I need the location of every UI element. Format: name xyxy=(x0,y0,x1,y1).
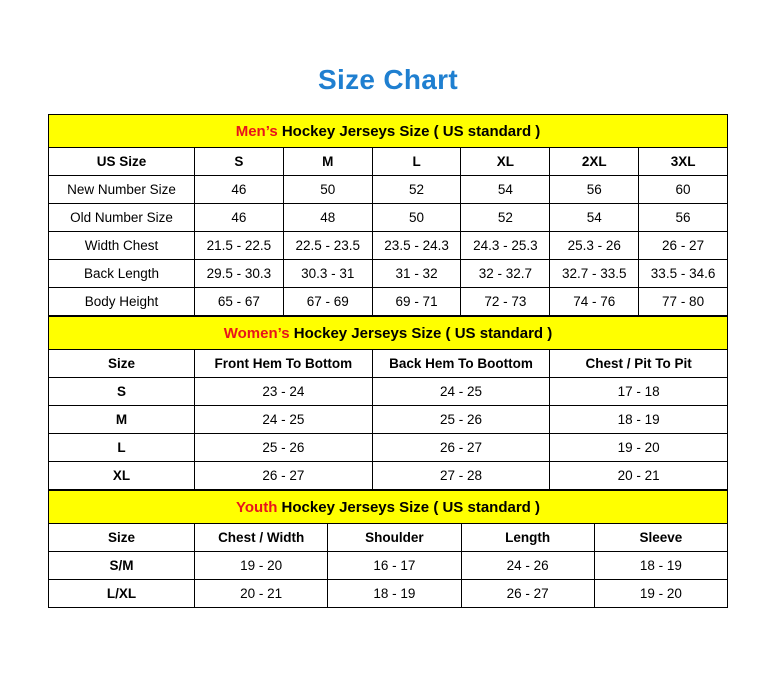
table-cell: 20 - 21 xyxy=(195,580,328,608)
youth-size-table xyxy=(48,490,728,608)
youth-header-cell: Chest / Width xyxy=(195,524,328,552)
table-row xyxy=(49,434,728,462)
table-cell: 32 - 32.7 xyxy=(461,260,550,288)
table-cell: 18 - 19 xyxy=(550,406,728,434)
table-cell: 17 - 18 xyxy=(550,378,728,406)
table-cell: 23.5 - 24.3 xyxy=(372,232,461,260)
row-label: S xyxy=(49,378,195,406)
table-cell: 20 - 21 xyxy=(550,462,728,490)
row-label: XL xyxy=(49,462,195,490)
youth-banner-accent: Youth xyxy=(236,498,278,516)
row-label: Back Length xyxy=(49,260,195,288)
youth-header-cell: Sleeve xyxy=(594,524,727,552)
mens-header-cell: US Size xyxy=(49,148,195,176)
table-row xyxy=(49,552,728,580)
youth-header-row xyxy=(49,524,728,552)
table-cell: 67 - 69 xyxy=(283,288,372,316)
mens-banner-cell xyxy=(49,115,728,148)
mens-header-cell: L xyxy=(372,148,461,176)
mens-header-cell: XL xyxy=(461,148,550,176)
table-row xyxy=(49,406,728,434)
tables-container xyxy=(48,114,728,608)
table-row xyxy=(49,176,728,204)
table-cell: 24 - 25 xyxy=(195,406,373,434)
youth-header-cell: Length xyxy=(461,524,594,552)
table-cell: 65 - 67 xyxy=(195,288,284,316)
row-label: Old Number Size xyxy=(49,204,195,232)
mens-banner-accent: Men’s xyxy=(235,122,278,140)
table-cell: 54 xyxy=(550,204,639,232)
womens-header-cell: Chest / Pit To Pit xyxy=(550,350,728,378)
table-cell: 19 - 20 xyxy=(195,552,328,580)
row-label: L/XL xyxy=(49,580,195,608)
table-cell: 69 - 71 xyxy=(372,288,461,316)
table-cell: 23 - 24 xyxy=(195,378,373,406)
table-cell: 24 - 25 xyxy=(372,378,550,406)
table-cell: 27 - 28 xyxy=(372,462,550,490)
table-row xyxy=(49,462,728,490)
table-cell: 26 - 27 xyxy=(195,462,373,490)
row-label: S/M xyxy=(49,552,195,580)
womens-banner-rest: Hockey Jerseys Size ( US standard ) xyxy=(289,324,553,342)
mens-header-cell: S xyxy=(195,148,284,176)
row-label: Width Chest xyxy=(49,232,195,260)
womens-header-cell: Front Hem To Bottom xyxy=(195,350,373,378)
table-cell: 26 - 27 xyxy=(639,232,728,260)
table-cell: 22.5 - 23.5 xyxy=(283,232,372,260)
table-row xyxy=(49,204,728,232)
youth-banner-rest: Hockey Jerseys Size ( US standard ) xyxy=(277,498,540,516)
table-cell: 50 xyxy=(283,176,372,204)
table-cell: 52 xyxy=(461,204,550,232)
row-label: M xyxy=(49,406,195,434)
youth-banner-row xyxy=(49,491,728,524)
table-row xyxy=(49,232,728,260)
row-label: L xyxy=(49,434,195,462)
table-row xyxy=(49,378,728,406)
table-cell: 60 xyxy=(639,176,728,204)
table-cell: 25 - 26 xyxy=(372,406,550,434)
table-cell: 26 - 27 xyxy=(372,434,550,462)
womens-header-cell: Size xyxy=(49,350,195,378)
table-cell: 72 - 73 xyxy=(461,288,550,316)
womens-banner-accent: Women’s xyxy=(223,324,290,342)
table-cell: 54 xyxy=(461,176,550,204)
table-cell: 24.3 - 25.3 xyxy=(461,232,550,260)
youth-banner-cell xyxy=(49,491,728,524)
table-cell: 18 - 19 xyxy=(328,580,461,608)
mens-header-row xyxy=(49,148,728,176)
mens-header-cell: M xyxy=(283,148,372,176)
table-cell: 18 - 19 xyxy=(594,552,727,580)
womens-banner-cell xyxy=(49,317,728,350)
table-cell: 30.3 - 31 xyxy=(283,260,372,288)
table-cell: 19 - 20 xyxy=(550,434,728,462)
table-row xyxy=(49,288,728,316)
row-label: New Number Size xyxy=(49,176,195,204)
table-cell: 50 xyxy=(372,204,461,232)
table-cell: 33.5 - 34.6 xyxy=(639,260,728,288)
table-row xyxy=(49,580,728,608)
table-cell: 56 xyxy=(550,176,639,204)
table-cell: 46 xyxy=(195,176,284,204)
table-cell: 29.5 - 30.3 xyxy=(195,260,284,288)
table-cell: 52 xyxy=(372,176,461,204)
womens-banner-row xyxy=(49,317,728,350)
womens-header-cell: Back Hem To Boottom xyxy=(372,350,550,378)
table-cell: 32.7 - 33.5 xyxy=(550,260,639,288)
mens-banner-row xyxy=(49,115,728,148)
mens-size-table xyxy=(48,114,728,316)
table-cell: 31 - 32 xyxy=(372,260,461,288)
youth-header-cell: Shoulder xyxy=(328,524,461,552)
table-cell: 46 xyxy=(195,204,284,232)
row-label: Body Height xyxy=(49,288,195,316)
table-cell: 16 - 17 xyxy=(328,552,461,580)
table-cell: 77 - 80 xyxy=(639,288,728,316)
table-cell: 48 xyxy=(283,204,372,232)
mens-banner-rest: Hockey Jerseys Size ( US standard ) xyxy=(277,122,541,140)
table-row xyxy=(49,260,728,288)
table-cell: 21.5 - 22.5 xyxy=(195,232,284,260)
table-cell: 74 - 76 xyxy=(550,288,639,316)
table-cell: 26 - 27 xyxy=(461,580,594,608)
table-cell: 19 - 20 xyxy=(594,580,727,608)
mens-header-cell: 2XL xyxy=(550,148,639,176)
page-title: Size Chart xyxy=(318,64,458,95)
table-cell: 56 xyxy=(639,204,728,232)
table-cell: 25.3 - 26 xyxy=(550,232,639,260)
youth-header-cell: Size xyxy=(49,524,195,552)
womens-size-table xyxy=(48,316,728,490)
table-cell: 24 - 26 xyxy=(461,552,594,580)
mens-header-cell: 3XL xyxy=(639,148,728,176)
womens-header-row xyxy=(49,350,728,378)
table-cell: 25 - 26 xyxy=(195,434,373,462)
